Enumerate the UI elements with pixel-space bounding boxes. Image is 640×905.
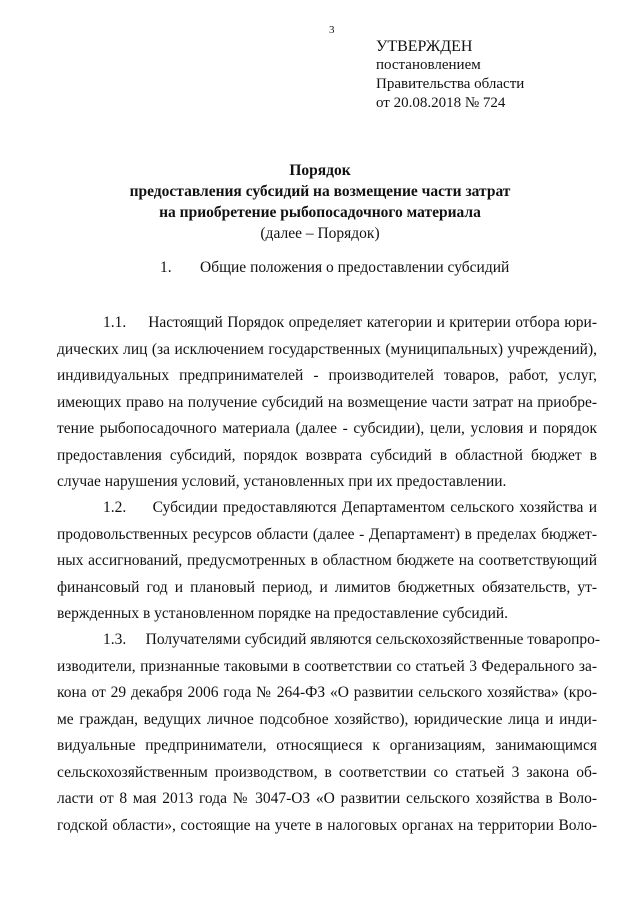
- paragraph-line: случае нарушения условий, установленных при их предоставлении.: [57, 473, 507, 490]
- paragraph-line: изводители, признанные таковыми в соответствии со статьей 3 Федерального за-: [57, 657, 597, 675]
- paragraph-1-2: [57, 495, 597, 628]
- paragraph-line: индивидуальных предпринимателей - производителей товаров, работ, услуг,: [57, 367, 597, 384]
- section-number: 1.: [160, 259, 172, 276]
- paragraph-line: 1.3. Получателями субсидий являются сельскохозяйственные товаропро-: [57, 627, 597, 654]
- paragraph-line: тение рыбопосадочного материала (далее - субсидии), цели, условия и порядок: [57, 420, 597, 437]
- approval-title: УТВЕРЖДЕН: [376, 38, 473, 55]
- approval-stamp: [376, 37, 524, 113]
- paragraph-number: 1.1.: [103, 314, 127, 331]
- approval-line: от 20.08.2018 № 724: [376, 95, 506, 111]
- section-title-text: Общие положения о предоставлении субсидий: [200, 259, 510, 276]
- paragraph-line: имеющих право на получение субсидий на возмещение части затрат на приобре-: [57, 393, 597, 411]
- paragraph-line: 1.1. Настоящий Порядок определяет категории и критерии отбора юри-: [57, 310, 597, 337]
- paragraph-line: ласти от 8 мая 2013 года № 3047-ОЗ «О развитии сельского хозяйства в Воло-: [57, 790, 597, 807]
- paragraph-line: продовольственных ресурсов области (далее - Департамент) в пределах бюджет-: [57, 525, 597, 543]
- paragraph-line: годской области», состоящие на учете в налоговых органах на территории Воло-: [57, 816, 597, 834]
- paragraph-line: ме граждан, ведущих личное подсобное хозяйство), юридические лица и инди-: [57, 710, 597, 728]
- paragraph-number: 1.3.: [103, 631, 127, 648]
- paragraph-number: 1.2.: [103, 499, 127, 516]
- approval-line: постановлением: [376, 57, 481, 73]
- paragraph-1-3: [57, 627, 601, 839]
- paragraph-line: вержденных в установленном порядке на предоставление субсидий.: [57, 605, 509, 622]
- heading-subtitle: на приобретение рыбопосадочного материала: [159, 204, 481, 221]
- paragraph-line: видуальные предприниматели, относящиеся к организациям, занимающимся: [57, 737, 597, 754]
- paragraph-1-1: [57, 310, 597, 496]
- page-number: 3: [329, 24, 335, 36]
- approval-line: Правительства области: [376, 76, 525, 92]
- section-title: [160, 259, 509, 277]
- paragraph-line: ных ассигнований, предусмотренных в областном бюджете на соответствующий: [57, 552, 597, 569]
- paragraph-line: сельскохозяйственным производством, в соответствии со статьей 3 закона об-: [57, 763, 597, 781]
- heading-subtitle: предоставления субсидий на возмещение части затрат: [129, 183, 511, 200]
- paragraph-line: предоставления субсидий, порядок возврата субсидий в областной бюджет в: [57, 446, 597, 464]
- document-heading: [0, 160, 640, 244]
- paragraph-line: 1.2. Субсидии предоставляются Департаментом сельского хозяйства и: [57, 495, 597, 522]
- paragraph-line: дических лиц (за исключением государственных (муниципальных) учреждений),: [57, 340, 597, 358]
- heading-title: Порядок: [289, 162, 351, 179]
- paragraph-line: финансовый год и плановый период, и лимитов бюджетных обязательств, ут-: [57, 578, 597, 596]
- heading-note: (далее – Порядок): [260, 225, 380, 242]
- paragraph-line: кона от 29 декабря 2006 года № 264-ФЗ «О развитии сельского хозяйства» (кро-: [57, 684, 597, 701]
